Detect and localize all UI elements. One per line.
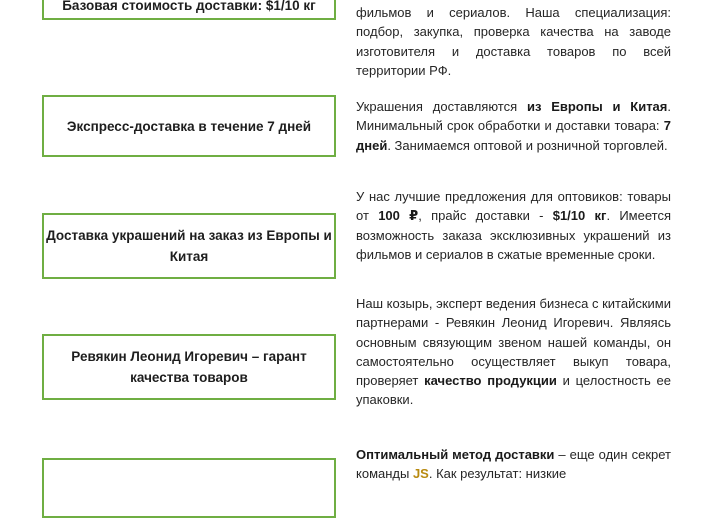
text-segment: У нас лучшие предложения для оптовиков: товары от <box>356 189 671 224</box>
feature-box-jewelry-order: Доставка украшений на заказ из Европы и Китая <box>42 213 336 279</box>
feature-box-express-delivery: Экспресс-доставка в течение 7 дней <box>42 95 336 157</box>
paragraph-wholesale-offers <box>356 187 671 264</box>
feature-box-quality-guarantor: Ревякин Леонид Игоревич – гарант качества товаров <box>42 334 336 400</box>
feature-box-partial <box>42 458 336 518</box>
text-segment: . Минимальный срок обработки и доставки товара: <box>356 99 672 134</box>
text-segment: , прайс доставки - <box>418 208 553 224</box>
bold-segment: 100 ₽ <box>378 208 419 224</box>
text-segment: Наш козырь, эксперт ведения бизнеса с китайскими партнерами - Ревякин Леонид Игоревич. Являясь основным связующим звеном нашей команды, он самостоятельно осуществляет выкуп товара, проверяет <box>356 296 671 389</box>
text-segment: Украшения доставляются <box>356 99 527 114</box>
bold-segment: качество продукции <box>424 373 557 389</box>
bold-segment: 7 дней <box>356 118 671 153</box>
bold-segment: $1/10 кг <box>552 208 607 224</box>
text-segment: – еще один секрет команды <box>356 447 672 482</box>
paragraph-delivery-origin <box>356 97 671 155</box>
text-segment: . Имеется возможность заказа эксклюзивных украшений из фильмов и сериалов в сжатые временные сроки. <box>356 208 671 262</box>
paragraph-specialization: фильмов и сериалов. Наша специализация: подбор, закупка, проверка качества на заводе изготовителя и доставка товаров по всей территории РФ. <box>356 5 671 78</box>
paragraph-delivery-method <box>356 445 671 484</box>
bold-segment: Оптимальный метод доставки <box>356 447 555 462</box>
feature-box-base-price: Базовая стоимость доставки: $1/10 кг <box>42 0 336 20</box>
text-segment: и целостность ее упаковки. <box>356 373 671 408</box>
text-segment: . Занимаемся оптовой и розничной торговлей. <box>387 137 668 153</box>
bold-segment: из Европы и Китая <box>526 99 668 114</box>
text-segment: . Как результат: низкие <box>428 466 567 482</box>
brand-js-label: JS <box>412 466 429 482</box>
paragraph-expert <box>356 294 671 410</box>
